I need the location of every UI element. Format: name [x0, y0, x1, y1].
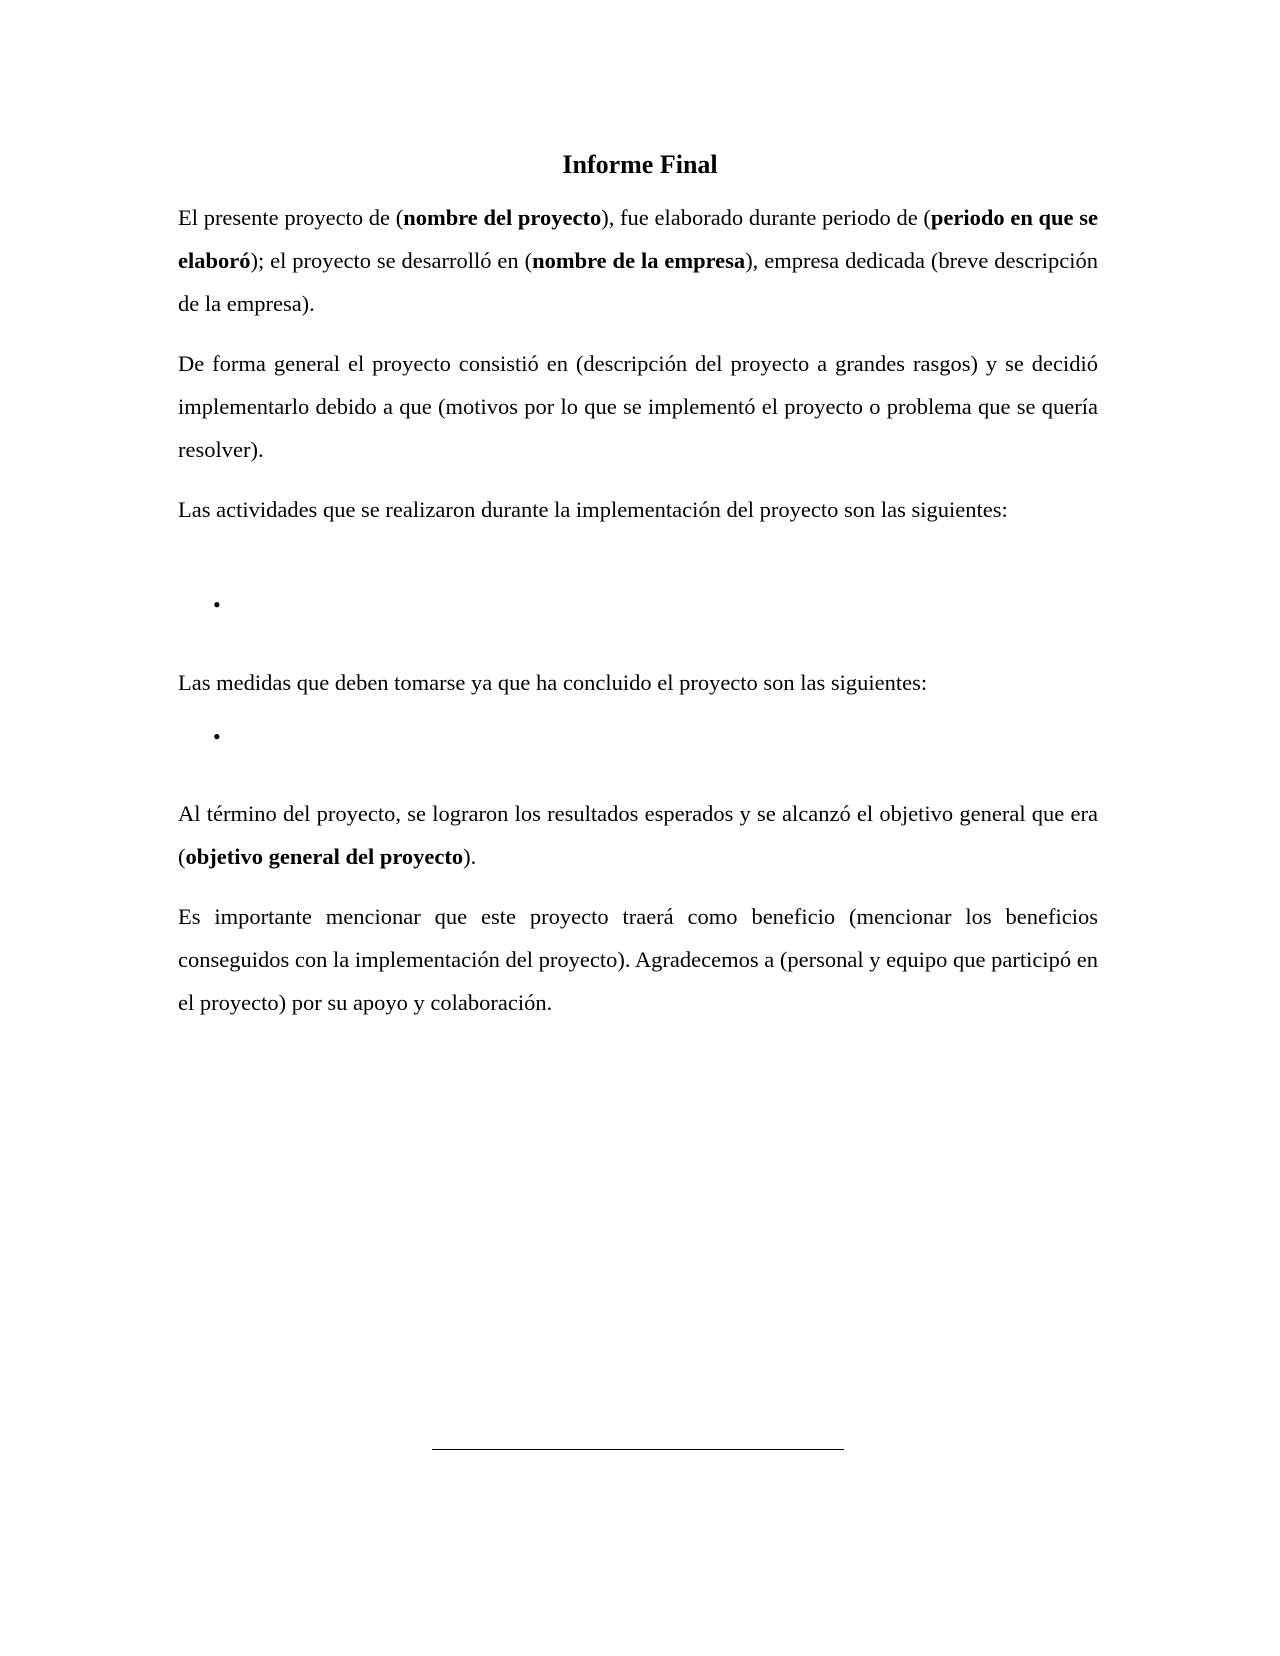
text-segment: El presente proyecto de (: [178, 205, 404, 230]
paragraph-activities-intro: Las actividades que se realizaron durante la implementación del proyecto son las siguientes:: [178, 497, 1008, 522]
text-segment: ), empresa dedicada (breve descripción de la empresa).: [178, 248, 1098, 316]
text-segment: Al término del proyecto, se lograron los resultados esperados y se alcanzó el objetivo general que era (: [178, 801, 1098, 869]
document-title: Informe Final: [562, 150, 718, 179]
placeholder-project-name: nombre del proyecto: [403, 205, 602, 230]
paragraph-project-description: De forma general el proyecto consistió en (descripción del proyecto a grandes rasgos) y se decidió implementarlo debido a que (motivos por lo que se implementó el proyecto o problema que se quería resolver).: [178, 351, 1098, 462]
paragraph-measures-intro: Las medidas que deben tomarse ya que ha concluido el proyecto son las siguientes:: [178, 670, 928, 695]
paragraph-project-intro: [178, 196, 1098, 325]
placeholder-period: periodo en que se elaboró: [178, 205, 1098, 273]
placeholder-company-name: nombre de la empresa: [532, 248, 746, 273]
bullet-point-empty: •: [213, 724, 221, 749]
text-segment: ).: [463, 844, 477, 869]
paragraph-results: [178, 792, 1098, 878]
text-segment: ); el proyecto se desarrolló en (: [250, 248, 533, 273]
placeholder-general-objective: objetivo general del proyecto: [185, 844, 464, 869]
paragraph-benefits-thanks: Es importante mencionar que este proyecto traerá como beneficio (mencionar los beneficios conseguidos con la implementación del proyecto). Agradecemos a (personal y equipo que participó en el proyecto) por su apoyo y colaboración.: [178, 904, 1098, 1015]
bullet-point-empty: •: [213, 592, 221, 617]
text-segment: ), fue elaborado durante periodo de (: [601, 205, 931, 230]
signature-line: [432, 1449, 844, 1450]
